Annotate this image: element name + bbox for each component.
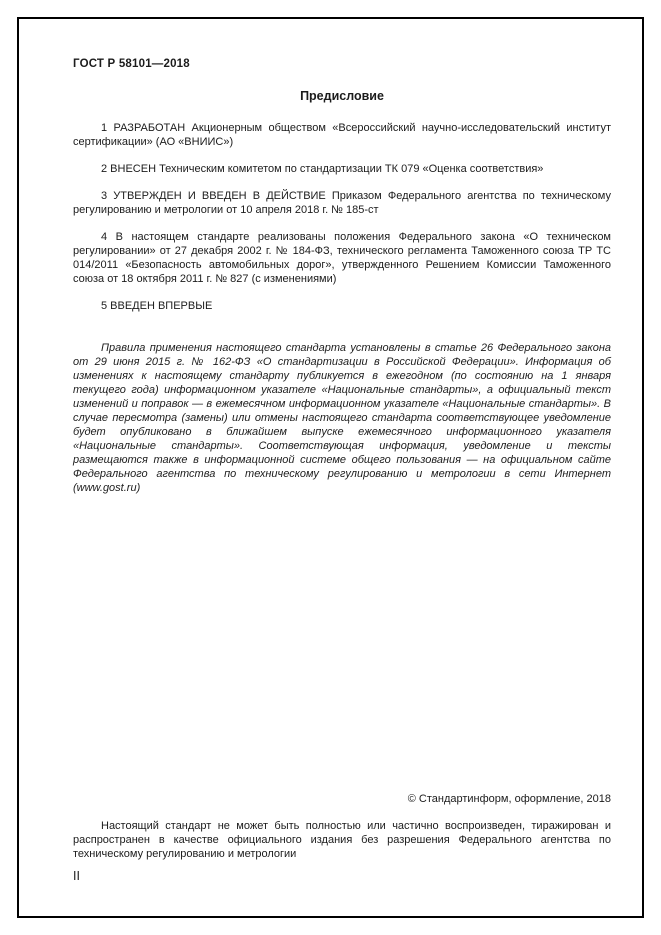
reproduction-note: Настоящий стандарт не может быть полностью или частично воспроизведен, тиражирован и распространен в качестве официального издания без разрешения Федерального агентства по техническому регулированию и метрологии	[73, 820, 611, 861]
foreword-item-2: 2 ВНЕСЕН Техническим комитетом по стандартизации ТК 079 «Оценка соответствия»	[101, 163, 544, 176]
page-number: II	[73, 869, 80, 884]
page-content	[73, 57, 611, 885]
section-title: Предисловие	[300, 88, 384, 103]
foreword-item-1: 1 РАЗРАБОТАН Акционерным обществом «Всероссийский научно-исследовательский институт сертификации» (АО «ВНИИС»)	[73, 122, 611, 149]
page-footer	[73, 793, 611, 885]
copyright-line: © Стандартинформ, оформление, 2018	[407, 793, 611, 806]
foreword-item-5: 5 ВВЕДЕН ВПЕРВЫЕ	[101, 300, 213, 313]
foreword-item-4: 4 В настоящем стандарте реализованы положения Федерального закона «О техническом регулировании» от 27 декабря 2002 г. № 184-ФЗ, технического регламента Таможенного союза ТР ТС 014/2011 «Безопасность автомобильных дорог», утвержденного Решением Комиссии Таможенного союза от 18 октября 2011 г. № 827 (с изменениями)	[73, 231, 611, 286]
foreword-item-3: 3 УТВЕРЖДЕН И ВВЕДЕН В ДЕЙСТВИЕ Приказом Федерального агентства по техническому регулированию и метрологии от 10 апреля 2018 г. № 185-ст	[73, 190, 611, 217]
application-rules-note: Правила применения настоящего стандарта установлены в статье 26 Федерального закона от 29 июня 2015 г. № 162-ФЗ «О стандартизации в Российской Федерации». Информация об изменениях к настоящему стандарту публикуется в ежегодном (по состоянию на 1 января текущего года) информационном указателе «Национальные стандарты», а официальный текст изменений и поправок — в ежемесячном информационном указателе «Национальные стандарты». В случае пересмотра (замены) или отмены настоящего стандарта соответствующее уведомление будет опубликовано в ближайшем выпуске ежемесячного информационного указателя «Национальные стандарты». Соответствующая информация, уведомление и тексты размещаются также в информационной системе общего пользования — на официальном сайте Федерального агентства по техническому регулированию и метрологии в сети Интернет (www.gost.ru)	[73, 342, 611, 494]
doc-code: ГОСТ Р 58101—2018	[73, 58, 190, 70]
